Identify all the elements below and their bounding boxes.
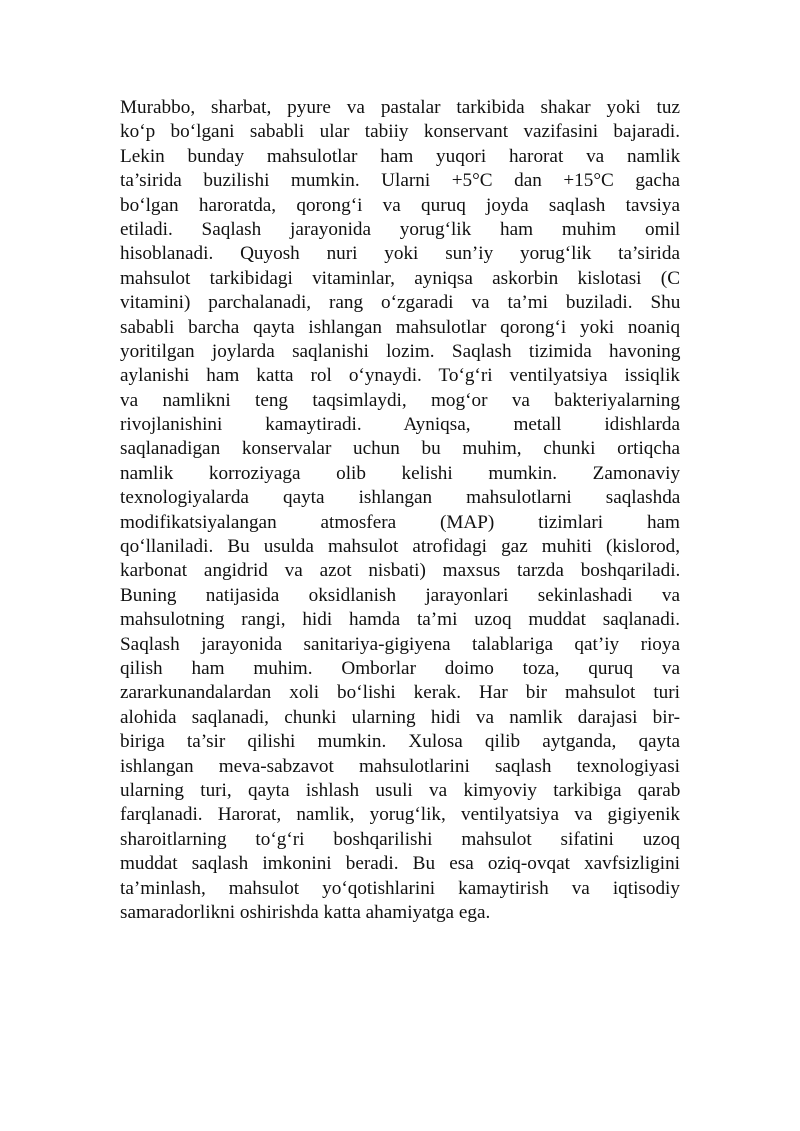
text-line: biriga ta’sir qilishi mumkin. Xulosa qilib aytganda, qayta bbox=[120, 731, 680, 753]
text-line: ta’sirida buzilishi mumkin. Ularni +5°C dan +15°C gacha bbox=[120, 170, 681, 192]
text-line: saqlanadigan konservalar uchun bu muhim, chunki ortiqcha bbox=[120, 438, 680, 460]
text-line: Lekin bunday mahsulotlar ham yuqori harorat va namlik bbox=[120, 145, 681, 167]
text-line: mahsulot tarkibidagi vitaminlar, ayniqsa askorbin kislotasi (C bbox=[120, 267, 680, 289]
text-line: ularning turi, qayta ishlash usuli va kimyoviy tarkibiga qarab bbox=[120, 779, 681, 801]
text-line: va namlikni teng taqsimlaydi, mog‘or va bakteriyalarning bbox=[120, 389, 680, 411]
text-line: karbonat angidrid va azot nisbati) maxsus tarzda boshqariladi. bbox=[120, 560, 681, 582]
text-line-last: samaradorlikni oshirishda katta ahamiyatga ega. bbox=[120, 901, 491, 923]
text-line: yoritilgan joylarda saqlanishi lozim. Saqlash tizimida havoning bbox=[120, 340, 681, 362]
text-line: qilish ham muhim. Omborlar doimo toza, quruq va bbox=[120, 657, 680, 679]
text-line: farqlanadi. Harorat, namlik, yorug‘lik, ventilyatsiya va gigiyenik bbox=[120, 804, 680, 826]
text-line: zararkunandalardan xoli bo‘lishi kerak. Har bir mahsulot turi bbox=[120, 682, 680, 704]
text-line: vitamini) parchalanadi, rang o‘zgaradi va ta’mi buziladi. Shu bbox=[120, 292, 681, 314]
text-line: etiladi. Saqlash jarayonida yorug‘lik ham muhim omil bbox=[120, 218, 681, 240]
text-line: hisoblanadi. Quyosh nuri yoki sun’iy yorug‘lik ta’sirida bbox=[120, 243, 680, 265]
text-line: muddat saqlash imkonini beradi. Bu esa oziq-ovqat xavfsizligini bbox=[120, 853, 680, 875]
text-line: modifikatsiyalangan atmosfera (MAP) tizimlari ham bbox=[120, 511, 680, 533]
text-line: ta’minlash, mahsulot yo‘qotishlarini kamaytirish va iqtisodiy bbox=[120, 877, 680, 899]
body-paragraph bbox=[120, 96, 680, 925]
text-line: qo‘llaniladi. Bu usulda mahsulot atrofidagi gaz muhiti (kislorod, bbox=[120, 536, 681, 558]
text-line: sababli barcha qayta ishlangan mahsulotlar qorong‘i yoki noaniq bbox=[120, 316, 681, 338]
text-line: mahsulotning rangi, hidi hamda ta’mi uzoq muddat saqlanadi. bbox=[120, 609, 680, 631]
text-line: bo‘lgan haroratda, qorong‘i va quruq joyda saqlash tavsiya bbox=[120, 194, 680, 216]
text-line: ko‘p bo‘lgani sababli ular tabiiy konservant vazifasini bajaradi. bbox=[120, 121, 680, 143]
text-line: aylanishi ham katta rol o‘ynaydi. To‘g‘ri ventilyatsiya issiqlik bbox=[120, 365, 680, 387]
text-line: sharoitlarning to‘g‘ri boshqarilishi mahsulot sifatini uzoq bbox=[120, 828, 680, 850]
text-line: rivojlanishini kamaytiradi. Ayniqsa, metall idishlarda bbox=[120, 414, 680, 436]
text-line: Buning natijasida oksidlanish jarayonlari sekinlashadi va bbox=[120, 584, 680, 606]
text-line: Murabbo, sharbat, pyure va pastalar tarkibida shakar yoki tuz bbox=[120, 97, 681, 118]
text-line: alohida saqlanadi, chunki ularning hidi va namlik darajasi bir- bbox=[120, 706, 680, 728]
text-line: texnologiyalarda qayta ishlangan mahsulotlarni saqlashda bbox=[120, 487, 681, 509]
text-line: namlik korroziyaga olib kelishi mumkin. Zamonaviy bbox=[120, 462, 681, 484]
text-line: Saqlash jarayonida sanitariya-gigiyena talablariga qat’iy rioya bbox=[120, 633, 680, 655]
text-line: ishlangan meva-sabzavot mahsulotlarini saqlash texnologiyasi bbox=[120, 755, 680, 777]
